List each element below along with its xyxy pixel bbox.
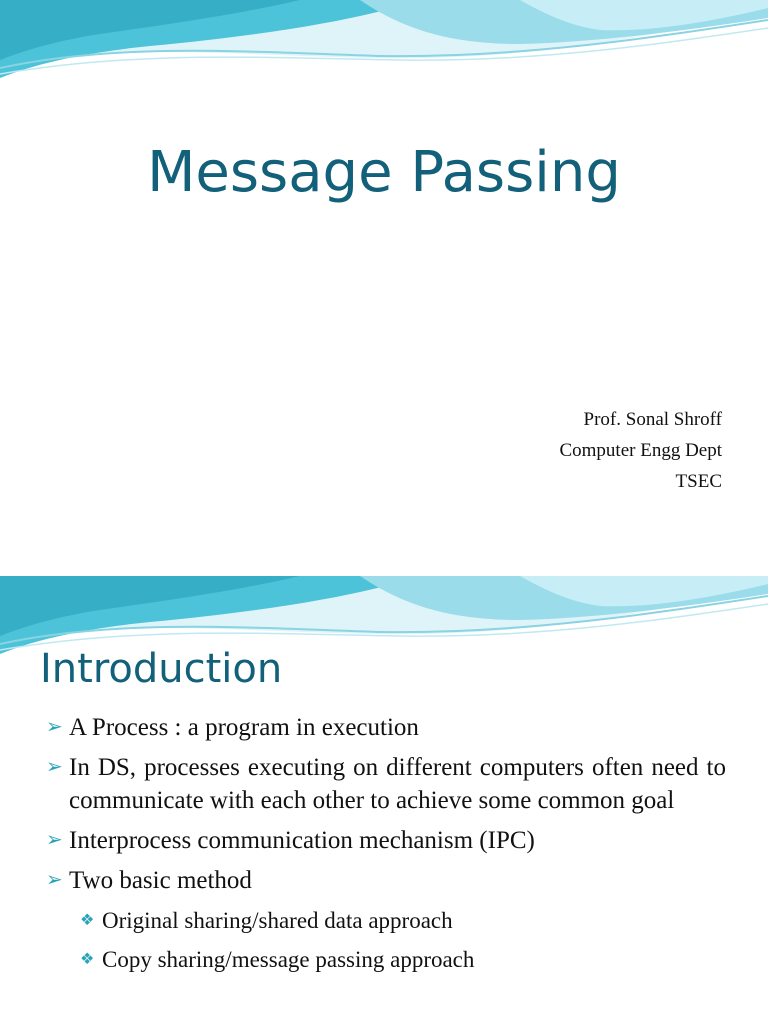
arrow-bullet-icon: ➢ xyxy=(46,756,63,778)
sub-bullet-text: Copy sharing/message passing approach xyxy=(102,947,475,972)
bullet-text: Two basic method xyxy=(69,867,252,894)
diamond-bullet-icon: ❖ xyxy=(80,951,95,968)
introduction-slide xyxy=(0,576,768,1024)
author-block xyxy=(559,404,722,497)
sub-bullet-text: Original sharing/shared data approach xyxy=(102,908,453,933)
wave-header-decoration xyxy=(0,0,768,100)
sub-list-item xyxy=(46,943,726,977)
bullet-text: Interprocess communication mechanism (IPC) xyxy=(69,827,535,854)
arrow-bullet-icon: ➢ xyxy=(46,869,63,891)
bullet-text: In DS, processes executing on different computers often need to communicate with each other to achieve some common goal xyxy=(69,754,726,814)
slide-title: Message Passing xyxy=(147,140,621,205)
slide-heading: Introduction xyxy=(40,646,283,692)
list-item xyxy=(46,751,726,817)
list-item xyxy=(46,711,726,744)
author-name: Prof. Sonal Shroff xyxy=(583,409,722,430)
bullet-text: A Process : a program in execution xyxy=(69,714,419,741)
arrow-bullet-icon: ➢ xyxy=(46,829,63,851)
sub-list-item xyxy=(46,904,726,938)
bullet-list xyxy=(46,711,726,982)
arrow-bullet-icon: ➢ xyxy=(46,716,63,738)
author-institution: TSEC xyxy=(675,471,722,492)
diamond-bullet-icon: ❖ xyxy=(80,912,95,929)
list-item xyxy=(46,864,726,897)
list-item xyxy=(46,824,726,857)
author-department: Computer Engg Dept xyxy=(559,440,722,461)
